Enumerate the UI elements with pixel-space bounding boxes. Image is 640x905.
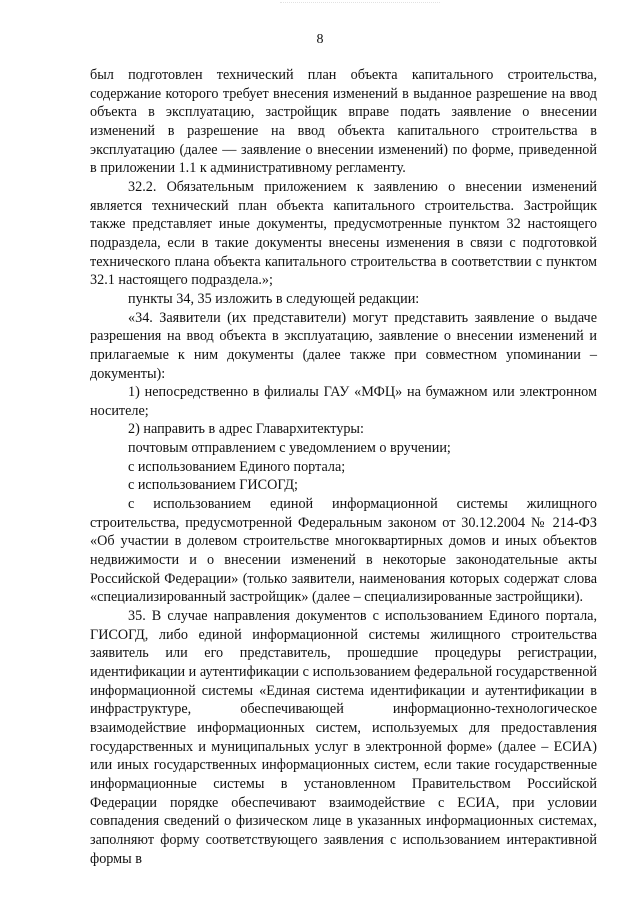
list-item-mfc: 1) непосредственно в филиалы ГАУ «МФЦ» на бумажном или электронном носителе; xyxy=(90,384,597,419)
paragraph-continuation: был подготовлен технический план объекта капитального строительства, содержание которого требует внесения изменений в выданное разрешение на ввод объекта в эксплуатацию, застройщик вправе подать заявление о внесении изменений в разрешение на ввод объекта капитального строительства в эксплуатацию (далее — заявление о внесении изменений) по форме, приведенной в приложении 1.1 к административному регламенту. xyxy=(90,67,597,177)
list-item-post: почтовым отправлением с уведомлением о вручении; xyxy=(128,440,451,457)
list-item-gisogd: с использованием ГИСОГД; xyxy=(128,477,298,494)
paragraph-35: 35. В случае направления документов с использованием Единого портала, ГИСОГД, либо единой информационной системы жилищного строительства заявитель или его представитель, прошедшие процедуры регистрации, идентификации и аутентификации с использованием федеральной государственной информационной системы «Единая система идентификации и аутентификации в инфраструктуре, обеспечивающей информационно-технологическое взаимодействие информационных систем, используемых для предоставления государственных и муниципальных услуг в электронной форме» (далее – ЕСИА) или иных государственных информационных систем, если такие государственные информационные системы в установленном Правительством Российской Федерации порядке обеспечивают взаимодействие с ЕСИА, при условии совпадения сведений о физическом лице в указанных информационных системах, заполняют форму соответствующего заявления с использованием интерактивной формы в xyxy=(90,608,597,867)
paragraph-32-2: 32.2. Обязательным приложением к заявлению о внесении изменений является технический план объекта капитального строительства. Застройщик также представляет иные документы, предусмотренные пунктом 32 настоящего подраздела, если в такие документы внесены изменения в связи с подготовкой технического плана объекта капитального строительства в соответствии с пунктом 32.1 настоящего подраздела.»; xyxy=(90,178,597,289)
document-body xyxy=(90,66,597,868)
list-item-eisghs: с использованием единой информационной системы жилищного строительства, предусмотренной Федеральным законом от 30.12.2004 № 214-ФЗ «Об участии в долевом строительстве многоквартирных домов и иных объектов недвижимости и о внесении изменений в некоторые законодательные акты Российской Федерации» (только заявители, наименования которых содержат слова «специализированный застройщик» (далее – специализированные застройщики). xyxy=(90,496,597,606)
scan-artifact xyxy=(280,2,440,6)
list-item-unified-portal: с использованием Единого портала; xyxy=(128,458,346,475)
paragraph-34: «34. Заявители (их представители) могут представить заявление о выдаче разрешения на ввод объекта в эксплуатацию, заявление о внесении изменений и прилагаемые к ним документы (далее также при совместном упоминании – документы): xyxy=(90,309,597,382)
list-item-glavarkhitektura: 2) направить в адрес Главархитектуры: xyxy=(128,421,364,438)
page-number: 8 xyxy=(316,32,324,47)
paragraph-amend-instruction: пункты 34, 35 изложить в следующей редакции: xyxy=(128,290,420,307)
